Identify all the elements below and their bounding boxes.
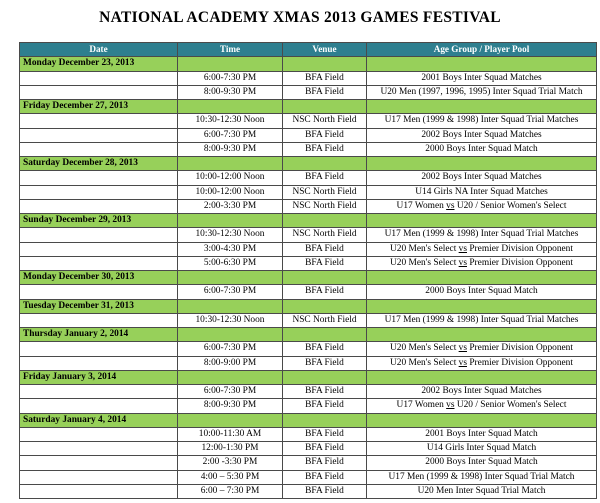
age-group-cell: U20 Men's Select vs Premier Division Opponent xyxy=(367,356,597,370)
age-group-cell: U14 Girls Inter Squad Match xyxy=(367,442,597,456)
page-title: NATIONAL ACADEMY XMAS 2013 GAMES FESTIVAL xyxy=(99,9,501,26)
age-group-cell: U17 Men (1999 & 1998) Inter Squad Trial Matches xyxy=(367,228,597,242)
date-row-empty-cell xyxy=(178,413,283,427)
date-empty-cell xyxy=(20,256,178,270)
venue-cell: BFA Field xyxy=(283,242,367,256)
match-row xyxy=(20,442,597,456)
time-cell: 6:00-7:30 PM xyxy=(178,385,283,399)
age-group-cell: U20 Men's Select vs Premier Division Opponent xyxy=(367,342,597,356)
column-header-time: Time xyxy=(178,43,283,57)
time-cell: 6:00-7:30 PM xyxy=(178,342,283,356)
date-row xyxy=(20,271,597,285)
venue-cell: BFA Field xyxy=(283,85,367,99)
time-cell: 12:00-1:30 PM xyxy=(178,442,283,456)
date-row-empty-cell xyxy=(283,328,367,342)
time-cell: 6:00 – 7:30 PM xyxy=(178,484,283,498)
age-group-cell: U17 Men (1999 & 1998) Inter Squad Trial Match xyxy=(367,470,597,484)
venue-cell: BFA Field xyxy=(283,171,367,185)
date-empty-cell xyxy=(20,356,178,370)
date-row-empty-cell xyxy=(178,370,283,384)
date-row-empty-cell xyxy=(367,328,597,342)
age-group-cell: U17 Women vs U20 / Senior Women's Select xyxy=(367,399,597,413)
date-row-empty-cell xyxy=(283,271,367,285)
date-row-empty-cell xyxy=(178,271,283,285)
venue-cell: BFA Field xyxy=(283,427,367,441)
time-cell: 10:30-12:30 Noon xyxy=(178,228,283,242)
venue-cell: BFA Field xyxy=(283,128,367,142)
date-row xyxy=(20,157,597,171)
date-empty-cell xyxy=(20,85,178,99)
age-group-cell: 2002 Boys Inter Squad Matches xyxy=(367,128,597,142)
match-row xyxy=(20,114,597,128)
date-cell: Sunday December 29, 2013 xyxy=(20,214,178,228)
date-row-empty-cell xyxy=(178,214,283,228)
versus-label: vs xyxy=(458,357,467,368)
venue-cell: BFA Field xyxy=(283,456,367,470)
age-group-cell: U17 Women vs U20 / Senior Women's Select xyxy=(367,199,597,213)
match-row xyxy=(20,171,597,185)
date-row-empty-cell xyxy=(178,157,283,171)
venue-cell: BFA Field xyxy=(283,470,367,484)
schedule-body xyxy=(20,57,597,499)
date-empty-cell xyxy=(20,242,178,256)
time-cell: 10:00-11:30 AM xyxy=(178,427,283,441)
date-row-empty-cell xyxy=(178,57,283,71)
time-cell: 6:00-7:30 PM xyxy=(178,285,283,299)
date-empty-cell xyxy=(20,442,178,456)
venue-cell: BFA Field xyxy=(283,71,367,85)
date-row-empty-cell xyxy=(283,370,367,384)
date-row-empty-cell xyxy=(367,370,597,384)
age-group-cell: 2001 Boys Inter Squad Matches xyxy=(367,71,597,85)
age-group-cell: U20 Men (1997, 1996, 1995) Inter Squad Trial Match xyxy=(367,85,597,99)
match-row xyxy=(20,342,597,356)
date-empty-cell xyxy=(20,470,178,484)
venue-cell: BFA Field xyxy=(283,256,367,270)
time-cell: 10:30-12:30 Noon xyxy=(178,114,283,128)
age-group-cell: 2000 Boys Inter Squad Match xyxy=(367,285,597,299)
time-cell: 8:00-9:30 PM xyxy=(178,142,283,156)
date-row xyxy=(20,100,597,114)
date-row-empty-cell xyxy=(283,57,367,71)
time-cell: 8:00-9:30 PM xyxy=(178,85,283,99)
date-row-empty-cell xyxy=(283,100,367,114)
date-row-empty-cell xyxy=(367,299,597,313)
versus-label: vs xyxy=(458,243,467,254)
date-empty-cell xyxy=(20,385,178,399)
date-cell: Monday December 23, 2013 xyxy=(20,57,178,71)
column-header-venue: Venue xyxy=(283,43,367,57)
venue-cell: BFA Field xyxy=(283,342,367,356)
date-row-empty-cell xyxy=(367,413,597,427)
venue-cell: BFA Field xyxy=(283,442,367,456)
date-empty-cell xyxy=(20,484,178,498)
date-row xyxy=(20,214,597,228)
time-cell: 10:30-12:30 Noon xyxy=(178,313,283,327)
date-empty-cell xyxy=(20,199,178,213)
date-empty-cell xyxy=(20,456,178,470)
time-cell: 4:00 – 5:30 PM xyxy=(178,470,283,484)
date-cell: Friday December 27, 2013 xyxy=(20,100,178,114)
date-row xyxy=(20,299,597,313)
age-group-cell: 2000 Boys Inter Squad Match xyxy=(367,456,597,470)
date-row-empty-cell xyxy=(367,57,597,71)
date-empty-cell xyxy=(20,427,178,441)
match-row xyxy=(20,242,597,256)
date-row xyxy=(20,328,597,342)
versus-label: vs xyxy=(458,257,467,268)
time-cell: 3:00-4:30 PM xyxy=(178,242,283,256)
match-row xyxy=(20,470,597,484)
date-empty-cell xyxy=(20,228,178,242)
match-row xyxy=(20,484,597,498)
time-cell: 8:00-9:00 PM xyxy=(178,356,283,370)
age-group-cell: U17 Men (1999 & 1998) Inter Squad Trial Matches xyxy=(367,313,597,327)
age-group-cell: U20 Men's Select vs Premier Division Opponent xyxy=(367,242,597,256)
match-row xyxy=(20,456,597,470)
venue-cell: NSC North Field xyxy=(283,114,367,128)
date-empty-cell xyxy=(20,142,178,156)
date-row-empty-cell xyxy=(367,157,597,171)
time-cell: 10:00-12:00 Noon xyxy=(178,185,283,199)
age-group-cell: U20 Men's Select vs Premier Division Opponent xyxy=(367,256,597,270)
venue-cell: BFA Field xyxy=(283,399,367,413)
date-empty-cell xyxy=(20,128,178,142)
age-group-cell: 2000 Boys Inter Squad Match xyxy=(367,142,597,156)
date-row-empty-cell xyxy=(178,299,283,313)
date-cell: Monday December 30, 2013 xyxy=(20,271,178,285)
date-row-empty-cell xyxy=(178,328,283,342)
date-row-empty-cell xyxy=(283,157,367,171)
date-row-empty-cell xyxy=(367,100,597,114)
time-cell: 2:00-3:30 PM xyxy=(178,199,283,213)
column-header-age-group: Age Group / Player Pool xyxy=(367,43,597,57)
time-cell: 10:00-12:00 Noon xyxy=(178,171,283,185)
versus-label: vs xyxy=(458,343,467,354)
time-cell: 2:00 -3:30 PM xyxy=(178,456,283,470)
venue-cell: NSC North Field xyxy=(283,313,367,327)
match-row xyxy=(20,85,597,99)
versus-label: vs xyxy=(446,400,455,411)
match-row xyxy=(20,313,597,327)
time-cell: 5:00-6:30 PM xyxy=(178,256,283,270)
venue-cell: BFA Field xyxy=(283,142,367,156)
venue-cell: NSC North Field xyxy=(283,185,367,199)
match-row xyxy=(20,256,597,270)
venue-cell: BFA Field xyxy=(283,356,367,370)
date-row xyxy=(20,57,597,71)
date-empty-cell xyxy=(20,114,178,128)
versus-label: vs xyxy=(446,200,455,211)
date-row xyxy=(20,370,597,384)
match-row xyxy=(20,356,597,370)
date-empty-cell xyxy=(20,313,178,327)
venue-cell: NSC North Field xyxy=(283,228,367,242)
match-row xyxy=(20,385,597,399)
age-group-cell: U17 Men (1999 & 1998) Inter Squad Trial Matches xyxy=(367,114,597,128)
date-empty-cell xyxy=(20,285,178,299)
date-cell: Friday January 3, 2014 xyxy=(20,370,178,384)
match-row xyxy=(20,399,597,413)
match-row xyxy=(20,427,597,441)
venue-cell: BFA Field xyxy=(283,385,367,399)
date-empty-cell xyxy=(20,171,178,185)
age-group-cell: U14 Girls NA Inter Squad Matches xyxy=(367,185,597,199)
header-row xyxy=(20,43,597,57)
match-row xyxy=(20,185,597,199)
date-cell: Saturday December 28, 2013 xyxy=(20,157,178,171)
date-row-empty-cell xyxy=(367,214,597,228)
match-row xyxy=(20,228,597,242)
time-cell: 8:00-9:30 PM xyxy=(178,399,283,413)
match-row xyxy=(20,199,597,213)
date-row-empty-cell xyxy=(283,214,367,228)
date-empty-cell xyxy=(20,71,178,85)
match-row xyxy=(20,142,597,156)
schedule-table xyxy=(19,42,597,499)
date-cell: Saturday January 4, 2014 xyxy=(20,413,178,427)
date-empty-cell xyxy=(20,399,178,413)
venue-cell: BFA Field xyxy=(283,285,367,299)
date-row-empty-cell xyxy=(283,413,367,427)
date-empty-cell xyxy=(20,185,178,199)
match-row xyxy=(20,285,597,299)
date-row-empty-cell xyxy=(283,299,367,313)
venue-cell: BFA Field xyxy=(283,484,367,498)
date-cell: Thursday January 2, 2014 xyxy=(20,328,178,342)
age-group-cell: 2002 Boys Inter Squad Matches xyxy=(367,171,597,185)
date-row xyxy=(20,413,597,427)
venue-cell: NSC North Field xyxy=(283,199,367,213)
match-row xyxy=(20,128,597,142)
time-cell: 6:00-7:30 PM xyxy=(178,71,283,85)
column-header-date: Date xyxy=(20,43,178,57)
date-cell: Tuesday December 31, 2013 xyxy=(20,299,178,313)
age-group-cell: U20 Men Inter Squad Trial Match xyxy=(367,484,597,498)
age-group-cell: 2001 Boys Inter Squad Match xyxy=(367,427,597,441)
date-row-empty-cell xyxy=(367,271,597,285)
age-group-cell: 2002 Boys Inter Squad Matches xyxy=(367,385,597,399)
date-row-empty-cell xyxy=(178,100,283,114)
time-cell: 6:00-7:30 PM xyxy=(178,128,283,142)
date-empty-cell xyxy=(20,342,178,356)
match-row xyxy=(20,71,597,85)
